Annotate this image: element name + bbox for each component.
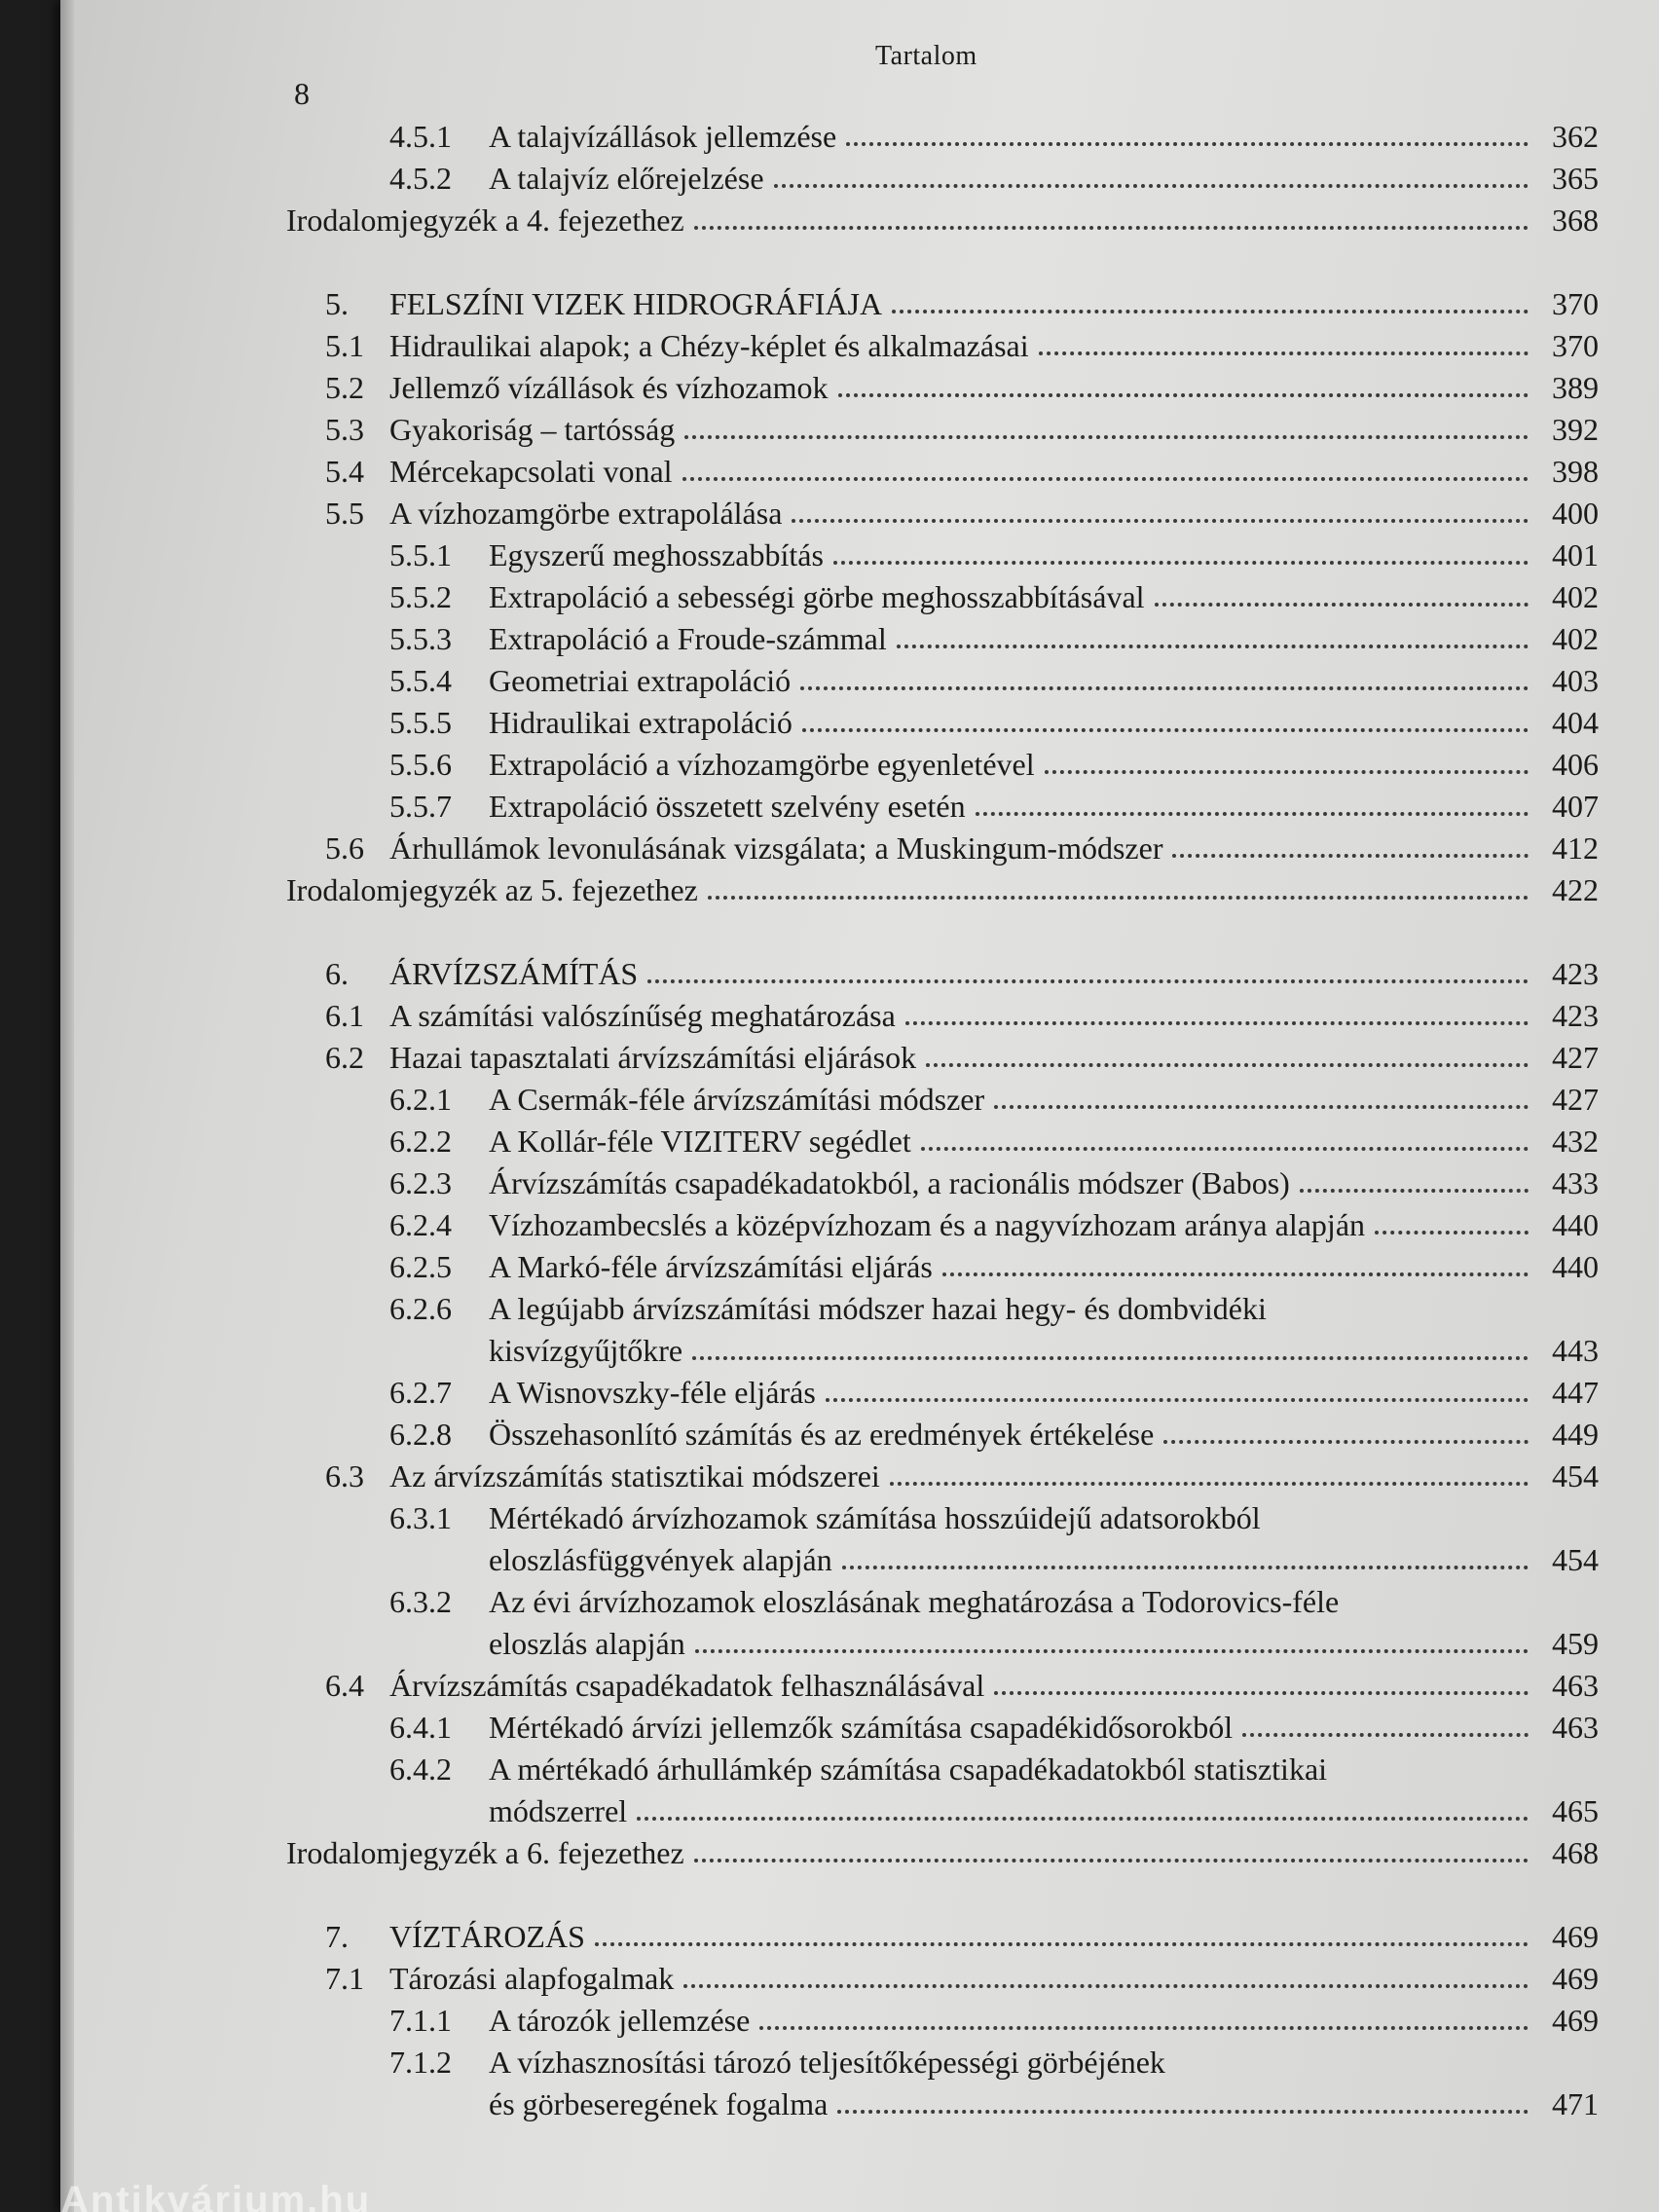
toc-entry-number: 6.2.6: [389, 1291, 452, 1326]
toc-entry-page: 447: [1552, 1375, 1599, 1410]
dot-leader: [692, 1355, 1529, 1360]
toc-entry-title: Összehasonlító számítás és az eredmények értékelése: [489, 1417, 1155, 1452]
toc-entry: [325, 326, 1599, 365]
toc-entry-title: Extrapoláció összetett szelvény esetén: [489, 789, 966, 824]
toc-entry-page: 365: [1552, 161, 1599, 196]
toc-entry-page: 407: [1552, 789, 1599, 824]
book-page: [60, 0, 1659, 2212]
toc-entry: [325, 829, 1599, 867]
page-edge: [60, 0, 74, 2212]
toc-entry-number: 6.3: [325, 1458, 364, 1493]
dot-leader: [892, 309, 1529, 313]
dot-leader: [695, 1648, 1529, 1653]
toc-entry-page: 422: [1552, 872, 1599, 907]
dot-leader: [800, 685, 1529, 690]
toc-entry: [325, 996, 1599, 1035]
toc-entry: [489, 1540, 1599, 1579]
dot-leader: [1039, 350, 1529, 355]
toc-entry-number: 6.2.8: [389, 1417, 452, 1452]
toc-entry-page: 440: [1552, 1207, 1599, 1242]
toc-entry-number: 5.5.3: [389, 621, 452, 656]
toc-entry-number: 5.4: [325, 454, 364, 489]
toc-entry-number: 6.2.1: [389, 1082, 452, 1117]
toc-entry: [389, 1415, 1599, 1454]
toc-entry-number: 5.5.2: [389, 579, 452, 614]
toc-entry-title: VÍZTÁROZÁS: [389, 1919, 585, 1954]
dot-leader: [1375, 1230, 1529, 1235]
toc-entry-page: 389: [1552, 370, 1599, 405]
toc-entry-title: Árhullámok levonulásának vizsgálata; a Muskingum-módszer: [389, 830, 1163, 866]
running-title: Tartalom: [875, 41, 977, 71]
toc-entry-title: Az évi árvízhozamok eloszlásának meghatározása a Todorovics-féle: [489, 1584, 1340, 1619]
toc-entry-number: 6.4: [325, 1668, 364, 1703]
toc-entry: [389, 1247, 1599, 1286]
toc-entry-first-line: [389, 1750, 1327, 1788]
toc-entry-page: 468: [1552, 1835, 1599, 1870]
toc-entry: [389, 577, 1599, 616]
dot-leader: [838, 392, 1529, 397]
toc-entry-page: 471: [1552, 2086, 1599, 2121]
toc-entry-title: Hidraulikai extrapoláció: [489, 705, 793, 740]
toc-entry-title-continued: eloszlás alapján: [489, 1626, 685, 1661]
toc-entry-number: 4.5.2: [389, 161, 452, 196]
toc-entry: [286, 1833, 1599, 1872]
toc-entry-title: Jellemző vízállások és vízhozamok: [389, 370, 829, 405]
dot-leader: [842, 1565, 1529, 1569]
toc-entry-page: 406: [1552, 747, 1599, 782]
toc-entry-title: Mértékadó árvízhozamok számítása hosszúidejű adatsorokból: [489, 1500, 1261, 1535]
toc-entry-page: 465: [1552, 1793, 1599, 1828]
dot-leader: [792, 518, 1529, 523]
dot-leader: [897, 644, 1529, 648]
toc-entry-page: 427: [1552, 1040, 1599, 1075]
toc-entry-page: 401: [1552, 537, 1599, 572]
toc-entry-number: 5.5.4: [389, 663, 452, 698]
toc-entry-title: Irodalomjegyzék a 4. fejezethez: [286, 203, 684, 238]
toc-entry: [389, 745, 1599, 784]
dot-leader: [1300, 1188, 1529, 1193]
toc-entry-title: Mértékadó árvízi jellemzők számítása csapadékidősorokból: [489, 1710, 1234, 1745]
dot-leader: [921, 1146, 1529, 1151]
toc-entry: [325, 1038, 1599, 1077]
toc-entry-first-line: [389, 2043, 1165, 2082]
dot-leader: [1242, 1732, 1529, 1737]
toc-entry-number: 5.3: [325, 412, 364, 447]
toc-entry-page: 403: [1552, 663, 1599, 698]
toc-entry-page: 423: [1552, 998, 1599, 1033]
toc-entry-title-continued: kisvízgyűjtőkre: [489, 1333, 683, 1368]
toc-entry-title: Irodalomjegyzék a 6. fejezethez: [286, 1835, 684, 1870]
toc-entry-title: Árvízszámítás csapadékadatokból, a racionális módszer (Babos): [489, 1165, 1290, 1200]
toc-entry-page: 443: [1552, 1333, 1599, 1368]
toc-entry-title: A tározók jellemzése: [489, 2003, 751, 2038]
dot-leader: [826, 1397, 1529, 1402]
toc-entry: [325, 1456, 1599, 1495]
toc-entry: [389, 117, 1599, 156]
dot-leader: [1155, 602, 1529, 607]
toc-entry: [389, 661, 1599, 700]
toc-entry-number: 7.1: [325, 1961, 364, 1996]
toc-entry-page: 469: [1552, 1961, 1599, 1996]
toc-entry-page: 432: [1552, 1124, 1599, 1159]
toc-entry-title: A vízhasznosítási tározó teljesítőképességi görbéjének: [489, 2045, 1165, 2080]
toc-entry: [389, 1122, 1599, 1161]
dot-leader: [926, 1062, 1529, 1067]
toc-entry: [389, 2001, 1599, 2040]
toc-entry: [389, 1080, 1599, 1119]
toc-entry-title: Tározási alapfogalmak: [389, 1961, 675, 1996]
dot-leader: [833, 560, 1529, 565]
toc-entry-number: 5.5: [325, 496, 364, 531]
toc-entry-title: A Kollár-féle VIZITERV segédlet: [489, 1124, 911, 1159]
toc-entry-number: 5.5.5: [389, 705, 452, 740]
toc-entry-number: 7.1.1: [389, 2003, 452, 2038]
toc-entry: [325, 1959, 1599, 1998]
dot-leader: [684, 434, 1529, 439]
toc-entry-page: 454: [1552, 1458, 1599, 1493]
toc-entry-title: Vízhozambecslés a középvízhozam és a nagyvízhozam aránya alapján: [489, 1207, 1366, 1242]
dot-leader: [846, 141, 1529, 146]
toc-entry-number: 7.: [325, 1919, 349, 1954]
toc-entry-title: A talajvízállások jellemzése: [489, 119, 837, 154]
dot-leader: [647, 978, 1529, 983]
toc-entry-number: 6.2.7: [389, 1375, 452, 1410]
toc-entry: [325, 284, 1599, 323]
toc-entry-first-line: [389, 1498, 1261, 1537]
toc-entry-title: Gyakoriság – tartósság: [389, 412, 676, 447]
toc-entry-number: 6.: [325, 956, 349, 991]
toc-entry: [489, 1791, 1599, 1830]
dot-leader: [890, 1481, 1529, 1486]
toc-entry: [389, 1708, 1599, 1747]
toc-entry-page: 368: [1552, 203, 1599, 238]
toc-entry-title: Az árvízszámítás statisztikai módszerei: [389, 1458, 880, 1493]
toc-entry-number: 6.2.5: [389, 1249, 452, 1284]
toc-entry: [325, 494, 1599, 533]
dot-leader: [694, 225, 1529, 230]
toc-entry-page: 398: [1552, 454, 1599, 489]
toc-entry-title: Extrapoláció a Froude-számmal: [489, 621, 887, 656]
toc-entry-number: 5.2: [325, 370, 364, 405]
dot-leader: [774, 183, 1529, 188]
toc-entry: [389, 1373, 1599, 1412]
toc-entry-page: 449: [1552, 1417, 1599, 1452]
toc-entry-number: 6.4.1: [389, 1710, 452, 1745]
toc-entry-number: 6.1: [325, 998, 364, 1033]
toc-entry-page: 370: [1552, 286, 1599, 321]
dot-leader: [994, 1104, 1529, 1109]
toc-entry-page: 440: [1552, 1249, 1599, 1284]
toc-entry-number: 4.5.1: [389, 119, 452, 154]
toc-entry-number: 5.5.1: [389, 537, 452, 572]
toc-entry-page: 362: [1552, 119, 1599, 154]
toc-entry-title: Mércekapcsolati vonal: [389, 454, 673, 489]
toc-entry-title: Extrapoláció a vízhozamgörbe egyenletével: [489, 747, 1035, 782]
toc-entry-title: Hidraulikai alapok; a Chézy-képlet és alkalmazásai: [389, 328, 1029, 363]
toc-entry: [389, 1205, 1599, 1244]
toc-entry: [325, 1666, 1599, 1705]
dot-leader: [942, 1272, 1529, 1276]
toc-entry-title-continued: és görbeseregének fogalma: [489, 2086, 829, 2121]
toc-entry-title-continued: eloszlásfüggvények alapján: [489, 1542, 832, 1577]
toc-entry-number: 6.2.3: [389, 1165, 452, 1200]
toc-entry-page: 423: [1552, 956, 1599, 991]
toc-entry-page: 454: [1552, 1542, 1599, 1577]
toc-entry-number: 5.5.7: [389, 789, 452, 824]
dot-leader: [1045, 769, 1529, 774]
toc-entry: [389, 703, 1599, 742]
toc-entry-title: A legújabb árvízszámítási módszer hazai hegy- és dombvidéki: [489, 1291, 1267, 1326]
toc-entry-title: A számítási valószínűség meghatározása: [389, 998, 896, 1033]
toc-entry-title: A Markó-féle árvízszámítási eljárás: [489, 1249, 933, 1284]
toc-entry-title: Árvízszámítás csapadékadatok felhasználásával: [389, 1668, 985, 1703]
toc-entry: [389, 787, 1599, 826]
toc-entry: [489, 2084, 1599, 2123]
toc-entry: [286, 870, 1599, 909]
toc-entry-page: 433: [1552, 1165, 1599, 1200]
toc-entry-title: A talajvíz előrejelzése: [489, 161, 764, 196]
dot-leader: [708, 895, 1529, 900]
toc-entry: [325, 452, 1599, 491]
toc-entry-title: ÁRVÍZSZÁMÍTÁS: [389, 956, 639, 991]
toc-entry-page: 392: [1552, 412, 1599, 447]
toc-entry-page: 427: [1552, 1082, 1599, 1117]
toc-entry-number: 5.: [325, 286, 349, 321]
toc-entry-number: 6.2: [325, 1040, 364, 1075]
toc-entry: [389, 159, 1599, 198]
toc-entry: [286, 201, 1599, 240]
toc-entry-number: 6.2.2: [389, 1124, 452, 1159]
toc-entry-title: Irodalomjegyzék az 5. fejezethez: [286, 872, 698, 907]
toc-entry-page: 463: [1552, 1668, 1599, 1703]
toc-entry: [389, 535, 1599, 574]
toc-entry-number: 5.5.6: [389, 747, 452, 782]
dot-leader: [1172, 853, 1529, 858]
toc-entry-title: A Csermák-féle árvízszámítási módszer: [489, 1082, 985, 1117]
dot-leader: [682, 476, 1529, 481]
dot-leader: [759, 2025, 1529, 2030]
dot-leader: [905, 1020, 1529, 1025]
dot-leader: [994, 1690, 1529, 1695]
toc-entry-page: 404: [1552, 705, 1599, 740]
toc-entry: [325, 410, 1599, 449]
dot-leader: [637, 1816, 1529, 1821]
toc-entry-title: Extrapoláció a sebességi görbe meghosszabbításával: [489, 579, 1145, 614]
watermark-text: Antikvárium.hu: [60, 2179, 372, 2212]
toc-entry: [489, 1624, 1599, 1663]
toc-entry-page: 469: [1552, 2003, 1599, 2038]
toc-entry-number: 6.2.4: [389, 1207, 452, 1242]
toc-entry-page: 370: [1552, 328, 1599, 363]
toc-entry: [325, 954, 1599, 993]
toc-entry-page: 469: [1552, 1919, 1599, 1954]
dot-leader: [683, 1983, 1529, 1988]
toc-entry-page: 400: [1552, 496, 1599, 531]
toc-entry-title: A vízhozamgörbe extrapolálása: [389, 496, 783, 531]
toc-entry-title: Egyszerű meghosszabbítás: [489, 537, 824, 572]
toc-entry-page: 402: [1552, 621, 1599, 656]
toc-entry-number: 5.1: [325, 328, 364, 363]
toc-entry-number: 6.4.2: [389, 1751, 452, 1787]
toc-entry-number: 5.6: [325, 830, 364, 866]
toc-entry-page: 412: [1552, 830, 1599, 866]
toc-entry-number: 7.1.2: [389, 2045, 452, 2080]
toc-entry: [389, 619, 1599, 658]
toc-entry-first-line: [389, 1582, 1339, 1621]
toc-entry-first-line: [389, 1289, 1267, 1328]
toc-entry-title: FELSZÍNI VIZEK HIDROGRÁFIÁJA: [389, 286, 883, 321]
toc-entry-title-continued: módszerrel: [489, 1793, 628, 1828]
dot-leader: [595, 1941, 1529, 1946]
dot-leader: [976, 811, 1529, 816]
toc-entry-number: 6.3.2: [389, 1584, 452, 1619]
dot-leader: [1163, 1439, 1529, 1444]
toc-entry-page: 459: [1552, 1626, 1599, 1661]
toc-entry-title: A Wisnovszky-féle eljárás: [489, 1375, 816, 1410]
toc-entry: [325, 368, 1599, 407]
page-number: 8: [294, 76, 310, 111]
toc-entry-title: Hazai tapasztalati árvízszámítási eljárások: [389, 1040, 917, 1075]
toc-entry-page: 402: [1552, 579, 1599, 614]
toc-entry: [325, 1917, 1599, 1956]
toc-entry-number: 6.3.1: [389, 1500, 452, 1535]
toc-entry-title: A mértékadó árhullámkép számítása csapadékadatokból statisztikai: [489, 1751, 1328, 1787]
toc-entry-page: 463: [1552, 1710, 1599, 1745]
dot-leader: [802, 727, 1529, 732]
dot-leader: [837, 2109, 1529, 2114]
dot-leader: [694, 1858, 1529, 1862]
toc-entry: [389, 1163, 1599, 1202]
toc-entry: [489, 1331, 1599, 1370]
toc-entry-title: Geometriai extrapoláció: [489, 663, 792, 698]
